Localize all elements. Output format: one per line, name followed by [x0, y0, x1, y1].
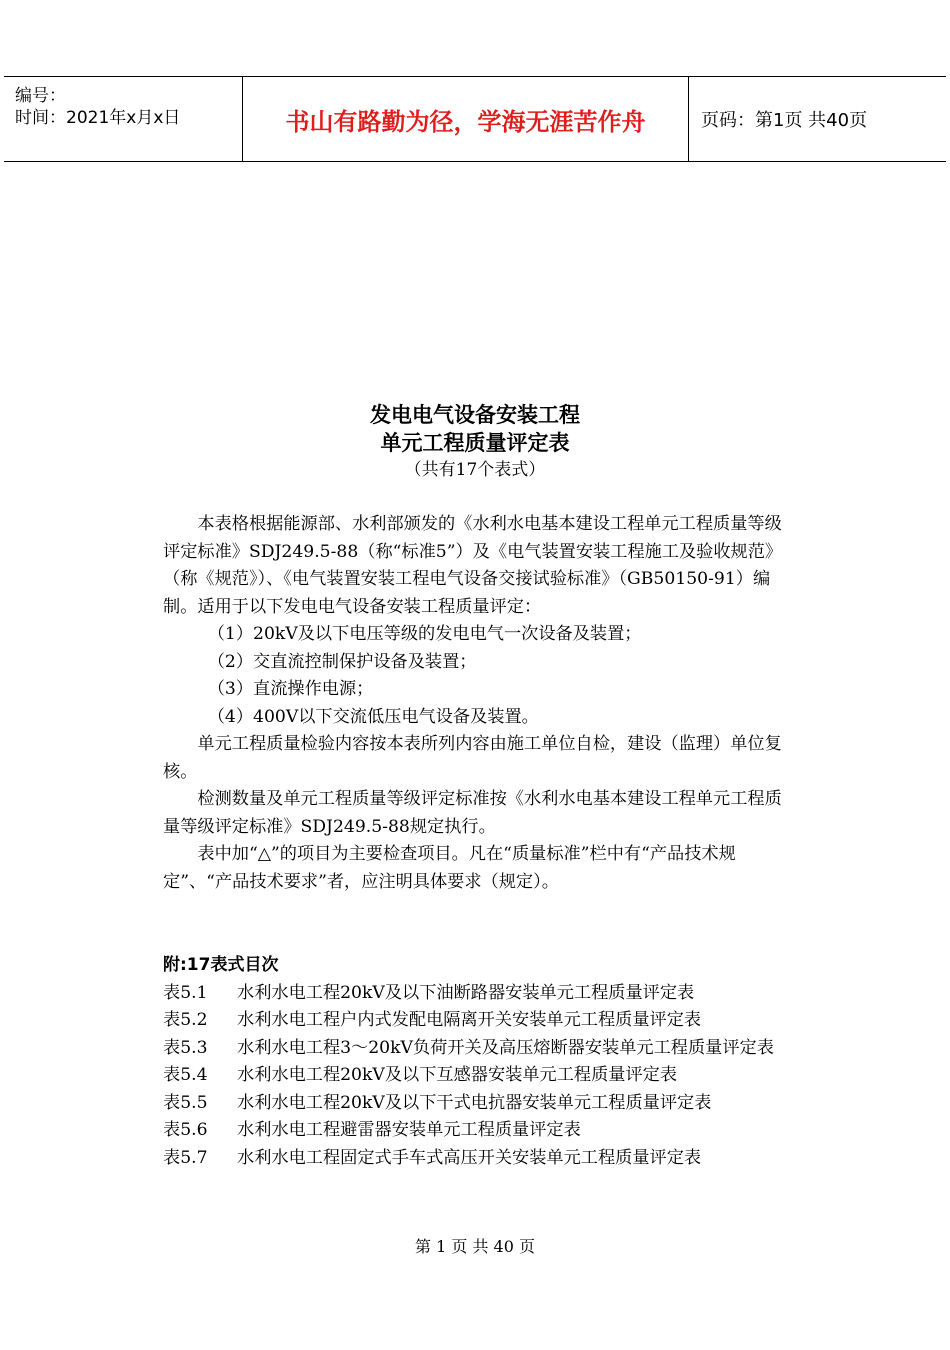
toc-item-text: 水利水电工程户内式发配电隔离开关安装单元工程质量评定表 — [237, 1010, 702, 1030]
toc-item-number: 表5.3 — [163, 1037, 208, 1058]
toc-item — [163, 1145, 803, 1173]
document-subtitle: （共有17个表式） — [404, 460, 546, 480]
toc-item-number: 表5.5 — [163, 1092, 208, 1113]
toc-item-text: 水利水电工程避雷器安装单元工程质量评定表 — [237, 1120, 581, 1140]
header-table — [4, 76, 946, 162]
quantity-paragraph: 检测数量及单元工程质量等级评定标准按《水利水电基本建设工程单元工程质量等级评定标准》SDJ249.5-88规定执行。 — [163, 789, 782, 837]
toc-item-number: 表5.2 — [163, 1010, 208, 1030]
toc-item-text: 水利水电工程20kV及以下互感器安装单元工程质量评定表 — [237, 1065, 678, 1085]
scope-item-2: （2）交直流控制保护设备及装置； — [207, 651, 477, 672]
toc-title: 附:17表式目次 — [163, 955, 279, 975]
inspection-paragraph: 单元工程质量检验内容按本表所列内容由施工单位自检，建设（监理）单位复核。 — [163, 734, 782, 782]
toc-item-number: 表5.6 — [163, 1120, 208, 1140]
header-meta-cell — [4, 77, 243, 161]
toc-item — [163, 1007, 803, 1035]
intro-paragraph: 本表格根据能源部、水利部颁发的《水利水电基本建设工程单元工程质量等级评定标准》SDJ249.5-88（称“标准5”）及《电气装置安装工程施工及验收规范》（称《规范》）、《电气装置安装工程电气设备交接试验标准》（GB50150-91）编制。适用于以下发电电气设备安装工程质量评定： — [163, 514, 783, 617]
toc-item-number: 表5.1 — [163, 982, 208, 1003]
table-of-contents — [163, 952, 803, 1172]
notes-paragraph: 表中加“△”的项目为主要检查项目。凡在“质量标准”栏中有“产品技术规定”、“产品技术要求”者，应注明具体要求（规定）。 — [163, 844, 736, 892]
motto-text: 书山有路勤为径，学海无涯苦作舟 — [285, 107, 646, 136]
toc-item — [163, 1090, 803, 1118]
page-footer: 第 1 页 共 40 页 — [415, 1237, 535, 1256]
document-title-line2: 单元工程质量评定表 — [380, 430, 570, 455]
toc-item — [163, 1117, 803, 1145]
toc-item — [163, 1035, 803, 1063]
document-title-line1: 发电电气设备安装工程 — [370, 402, 580, 427]
scope-item-3: （3）直流操作电源； — [207, 679, 374, 699]
header-motto-cell — [243, 77, 689, 161]
toc-item-number: 表5.7 — [163, 1147, 208, 1168]
toc-item-text: 水利水电工程20kV及以下油断路器安装单元工程质量评定表 — [237, 982, 695, 1003]
toc-item-number: 表5.4 — [163, 1065, 208, 1085]
toc-item — [163, 980, 803, 1008]
document-number-label: 编号： — [15, 86, 66, 106]
header-page-info: 页码：第1页 共40页 — [701, 110, 868, 131]
toc-item-text: 水利水电工程3～20kV负荷开关及高压熔断器安装单元工程质量评定表 — [237, 1037, 774, 1058]
scope-item-4: （4）400V以下交流低压电气设备及装置。 — [207, 706, 539, 727]
scope-item-1: （1）20kV及以下电压等级的发电电气一次设备及装置； — [207, 624, 642, 644]
toc-item — [163, 1062, 803, 1090]
document-body — [163, 511, 793, 896]
toc-item-text: 水利水电工程固定式手车式高压开关安装单元工程质量评定表 — [237, 1147, 702, 1168]
header-page-cell — [689, 77, 946, 161]
document-time-label: 时间：2021年x月x日 — [15, 108, 181, 128]
toc-item-text: 水利水电工程20kV及以下干式电抗器安装单元工程质量评定表 — [237, 1092, 712, 1113]
